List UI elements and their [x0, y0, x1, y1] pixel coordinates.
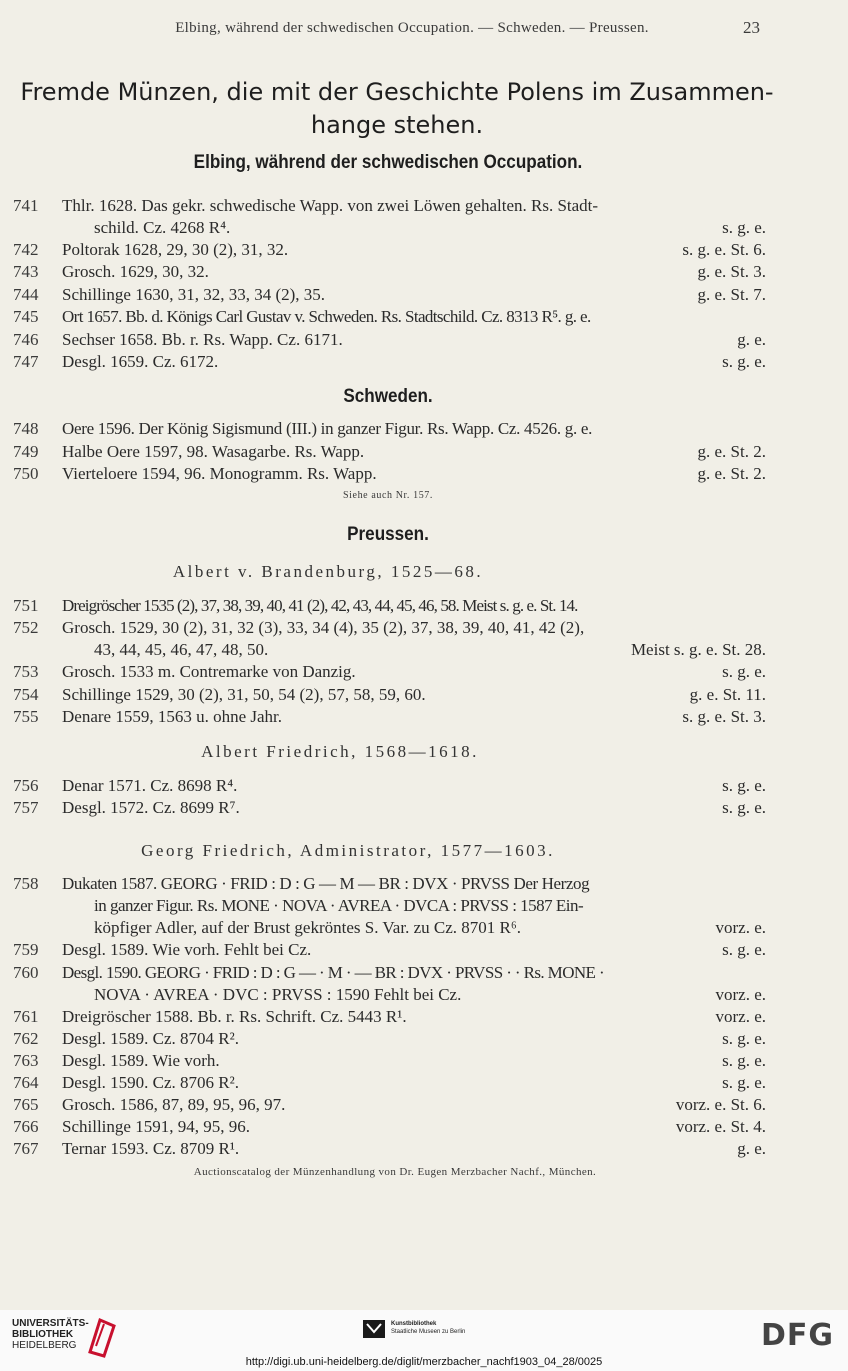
ub-line-3: HEIDELBERG [12, 1340, 77, 1351]
entry-grade: vorz. e. St. 6. [675, 1095, 766, 1114]
entry-number: 744 [13, 285, 39, 304]
entry-number: 742 [13, 240, 39, 259]
entry-text: Desgl. 1589. Wie vorh. [62, 1051, 220, 1070]
entry-number: 765 [13, 1095, 39, 1114]
entry-number: 764 [13, 1073, 39, 1092]
entry-grade: Meist s. g. e. St. 28. [630, 640, 766, 659]
entry-text: Schillinge 1591, 94, 95, 96. [62, 1117, 250, 1136]
entry-749 [0, 440, 848, 464]
entry-text: Sechser 1658. Bb. r. Rs. Wapp. Cz. 6171. [62, 330, 343, 349]
entry-752 [0, 616, 848, 640]
page-title [0, 76, 790, 142]
entry-text: Dreigröscher 1535 (2), 37, 38, 39, 40, 41 (2), 42, 43, 44, 45, 46, 58. Meist s. g. e. St. 14. [62, 596, 578, 615]
entry-text: Denar 1571. Cz. 8698 R⁴. [62, 776, 238, 795]
entry-text: NOVA · AVREA · DVC : PRVSS : 1590 Fehlt bei Cz. [94, 985, 462, 1004]
entry-text: Vierteloere 1594, 96. Monogramm. Rs. Wapp. [62, 464, 377, 483]
entry-760-cont [0, 983, 848, 1007]
entry-number: 758 [13, 874, 39, 893]
entry-grade: vorz. e. [715, 1007, 766, 1026]
entry-744 [0, 283, 848, 307]
entry-grade: g. e. St. 2. [697, 442, 766, 461]
entry-751 [0, 594, 848, 618]
entry-number: 761 [13, 1007, 39, 1026]
entry-grade: s. g. e. [722, 798, 766, 817]
entry-text: Grosch. 1629, 30, 32. [62, 262, 209, 281]
entry-746 [0, 328, 848, 352]
entry-756 [0, 774, 848, 798]
entry-text: Thlr. 1628. Das gekr. schwedische Wapp. von zwei Löwen gehalten. Rs. Stadt- [62, 196, 599, 215]
entry-grade: g. e. St. 11. [689, 685, 766, 704]
entry-text: Desgl. 1572. Cz. 8699 R⁷. [62, 798, 240, 817]
entry-753 [0, 660, 848, 684]
entry-grade: g. e. St. 7. [697, 285, 766, 304]
entry-text: Desgl. 1590. GEORG · FRID : D : G — · M · — BR : DVX · PRVSS · · Rs. MONE · [62, 963, 605, 982]
entry-764 [0, 1071, 848, 1095]
entry-grade: s. g. e. [722, 1029, 766, 1048]
entry-758 [0, 872, 848, 896]
ub-line-1: UNIVERSITÄTS- [12, 1318, 89, 1329]
entry-text: Desgl. 1590. Cz. 8706 R². [62, 1073, 239, 1092]
entry-number: 753 [13, 662, 39, 681]
cross-reference-note: Siehe auch Nr. 157. [343, 490, 433, 501]
running-head: Elbing, während der schwedischen Occupation. — Schweden. — Preussen. [175, 20, 649, 36]
entry-number: 750 [13, 464, 39, 483]
entry-grade: g. e. St. 2. [697, 464, 766, 483]
entry-number: 748 [13, 419, 39, 438]
entry-number: 760 [13, 963, 39, 982]
entry-grade: g. e. [737, 330, 766, 349]
entry-text: Grosch. 1533 m. Contremarke von Danzig. [62, 662, 356, 681]
ub-heidelberg-logo-icon[interactable] [86, 1316, 118, 1358]
kunstbibliothek-logo-icon[interactable] [363, 1320, 385, 1338]
entry-grade: s. g. e. [722, 1051, 766, 1070]
entry-743 [0, 260, 848, 284]
entry-text: Oere 1596. Der König Sigismund (III.) in ganzer Figur. Rs. Wapp. Cz. 4526. g. e. [62, 419, 593, 438]
permalink-url[interactable]: http://digi.ub.uni-heidelberg.de/diglit/merzbacher_nachf1903_04_28/0025 [245, 1356, 603, 1368]
entry-760 [0, 961, 848, 985]
entry-number: 747 [13, 352, 39, 371]
entry-765 [0, 1093, 848, 1117]
entry-text: Ternar 1593. Cz. 8709 R¹. [62, 1139, 240, 1158]
entry-767 [0, 1137, 848, 1161]
title-line-1: Fremde Münzen, die mit der Geschichte Polens im Zusammen- [20, 78, 774, 106]
entry-752-cont [0, 638, 848, 662]
entry-text: schild. Cz. 4268 R⁴. [94, 218, 231, 237]
entry-grade: s. g. e. [722, 662, 766, 681]
entry-766 [0, 1115, 848, 1139]
ub-heidelberg-label[interactable] [12, 1318, 89, 1351]
entry-759 [0, 938, 848, 962]
catalog-footer: Auctionscatalog der Münzenhandlung von Dr. Eugen Merzbacher Nachf., München. [193, 1166, 597, 1178]
entry-grade: s. g. e. [722, 352, 766, 371]
entry-text: Schillinge 1630, 31, 32, 33, 34 (2), 35. [62, 285, 326, 304]
entry-number: 745 [13, 307, 39, 326]
ruler-heading-albert-friedrich: Albert Friedrich, 1568—1618. [201, 742, 479, 761]
entry-742 [0, 238, 848, 262]
kb-line-2: Staatliche Museen zu Berlin [391, 1329, 466, 1335]
entry-number: 756 [13, 776, 39, 795]
entry-grade: vorz. e. [715, 918, 766, 937]
entry-text: Poltorak 1628, 29, 30 (2), 31, 32. [62, 240, 289, 259]
entry-758-cont-2 [0, 916, 848, 940]
entry-758-cont-1 [0, 894, 848, 918]
entry-text: Desgl. 1589. Wie vorh. Fehlt bei Cz. [62, 940, 312, 959]
entry-text: Dukaten 1587. GEORG · FRID : D : G — M — BR : DVX · PRVSS Der Herzog [62, 874, 590, 893]
kunstbibliothek-label[interactable] [391, 1320, 465, 1336]
entry-762 [0, 1027, 848, 1051]
entry-grade: s. g. e. [722, 940, 766, 959]
entry-number: 755 [13, 707, 39, 726]
entry-grade: s. g. e. [722, 218, 766, 237]
entry-text: Schillinge 1529, 30 (2), 31, 50, 54 (2), 57, 58, 59, 60. [62, 685, 426, 704]
ruler-heading-albert: Albert v. Brandenburg, 1525—68. [172, 562, 484, 581]
entry-grade: vorz. e. St. 4. [675, 1117, 766, 1136]
entry-number: 749 [13, 442, 39, 461]
entry-750 [0, 462, 848, 486]
section-heading-preussen: Preussen. [347, 524, 429, 545]
entry-number: 743 [13, 262, 39, 281]
entry-number: 759 [13, 940, 39, 959]
entry-number: 766 [13, 1117, 39, 1136]
entry-763 [0, 1049, 848, 1073]
entry-text: 43, 44, 45, 46, 47, 48, 50. [94, 640, 269, 659]
page-number: 23 [743, 18, 760, 37]
entry-grade: s. g. e. St. 6. [682, 240, 766, 259]
entry-754 [0, 683, 848, 707]
entry-number: 767 [13, 1139, 39, 1158]
entry-757 [0, 796, 848, 820]
entry-grade: s. g. e. St. 3. [682, 707, 766, 726]
entry-text: Desgl. 1659. Cz. 6172. [62, 352, 219, 371]
entry-745 [0, 305, 848, 329]
entry-748 [0, 417, 848, 441]
entry-text: in ganzer Figur. Rs. MONE · NOVA · AVREA · DVCA : PRVSS : 1587 Ein- [94, 896, 584, 915]
entry-number: 746 [13, 330, 39, 349]
entry-761 [0, 1005, 848, 1029]
entry-text: Grosch. 1586, 87, 89, 95, 96, 97. [62, 1095, 286, 1114]
entry-grade: s. g. e. [722, 776, 766, 795]
entry-741-cont [0, 216, 848, 240]
entry-755 [0, 705, 848, 729]
section-heading-schweden: Schweden. [343, 386, 433, 407]
entry-text: Denare 1559, 1563 u. ohne Jahr. [62, 707, 283, 726]
entry-741 [0, 194, 848, 218]
entry-text: Desgl. 1589. Cz. 8704 R². [62, 1029, 239, 1048]
entry-text: Dreigröscher 1588. Bb. r. Rs. Schrift. Cz. 5443 R¹. [62, 1007, 407, 1026]
entry-text: Grosch. 1529, 30 (2), 31, 32 (3), 33, 34 (4), 35 (2), 37, 38, 39, 40, 41, 42 (2), [62, 618, 585, 637]
entry-grade: g. e. St. 3. [697, 262, 766, 281]
entry-number: 763 [13, 1051, 39, 1070]
entry-number: 757 [13, 798, 39, 817]
entry-text: Halbe Oere 1597, 98. Wasagarbe. Rs. Wapp. [62, 442, 365, 461]
title-line-2: hange stehen. [310, 111, 484, 139]
ruler-heading-georg-friedrich: Georg Friedrich, Administrator, 1577—1603. [141, 841, 555, 860]
kb-line-1: Kunstbibliothek [391, 1321, 437, 1327]
entry-text: köpfiger Adler, auf der Brust gekröntes S. Var. zu Cz. 8701 R⁶. [94, 918, 522, 937]
entry-grade: s. g. e. [722, 1073, 766, 1092]
entry-text: Ort 1657. Bb. d. Königs Carl Gustav v. Schweden. Rs. Stadtschild. Cz. 8313 R⁵. g. e. [62, 307, 591, 326]
entry-number: 754 [13, 685, 39, 704]
dfg-logo[interactable]: DFG [760, 1318, 834, 1353]
entry-number: 762 [13, 1029, 39, 1048]
section-heading-elbing: Elbing, während der schwedischen Occupation. [193, 152, 583, 173]
entry-number: 752 [13, 618, 39, 637]
ub-line-2: BIBLIOTHEK [12, 1329, 74, 1340]
entry-grade: vorz. e. [715, 985, 766, 1004]
entry-number: 751 [13, 596, 39, 615]
entry-number: 741 [13, 196, 39, 215]
entry-747 [0, 350, 848, 374]
entry-grade: g. e. [737, 1139, 766, 1158]
